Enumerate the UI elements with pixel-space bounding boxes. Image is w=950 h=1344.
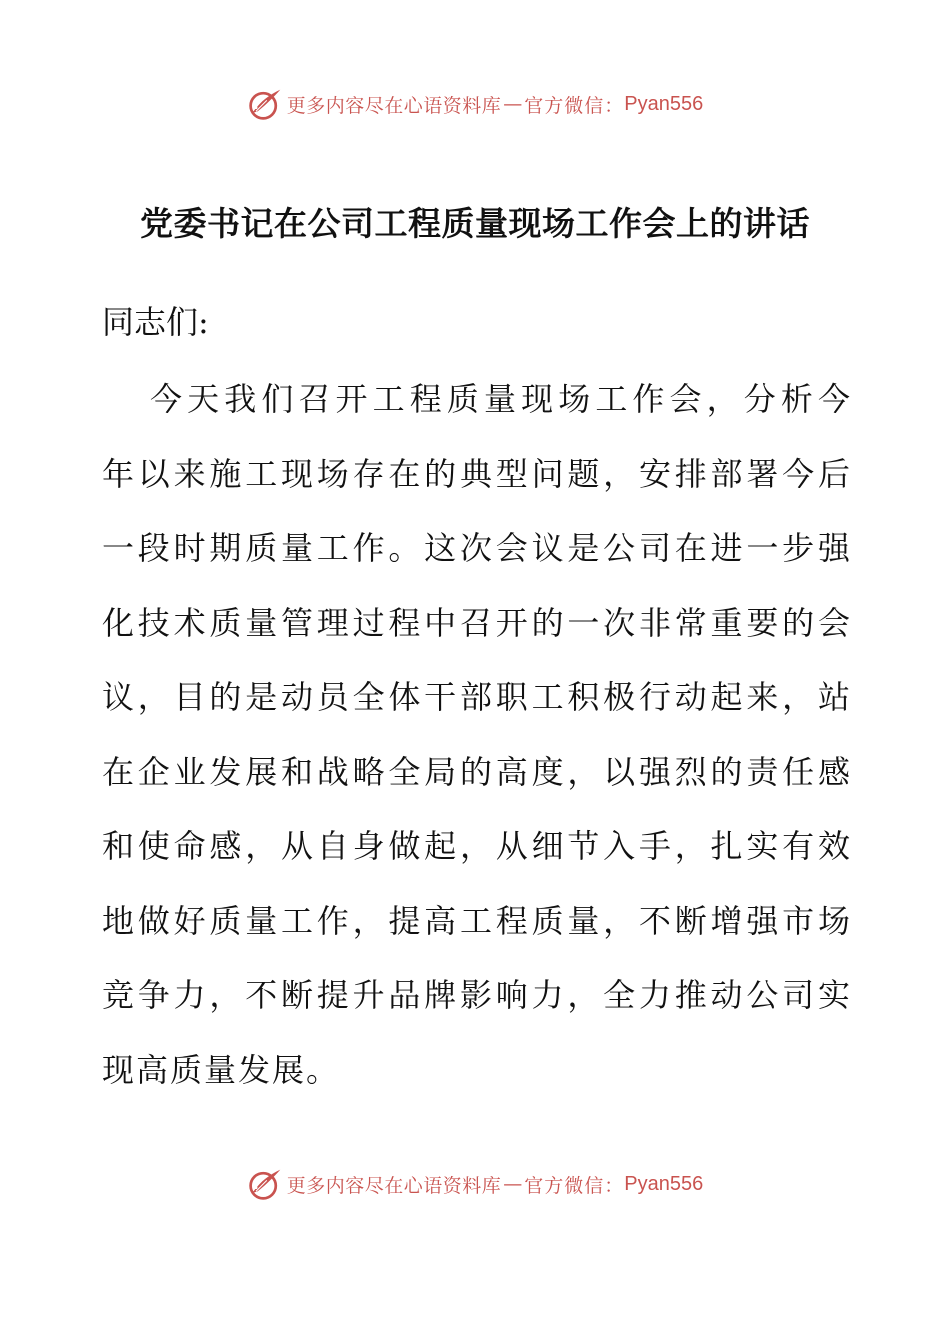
- watermark-dash: —: [503, 1173, 523, 1195]
- body-line: 年 以 来 施 工 现 场 存 在 的 典 型 问 题 ， 安 排 部 署 今 后: [102, 454, 850, 493]
- watermark-source-text: 更多内容尽在心语资料库: [286, 94, 502, 117]
- watermark-wechat-label: 官方微信：: [524, 1174, 625, 1197]
- footer-watermark: [0, 1164, 950, 1204]
- body-line: 在 企 业 发 展 和 战 略 全 局 的 高 度 ， 以 强 烈 的 责 任 感: [102, 752, 850, 791]
- speech-body: [102, 362, 862, 1107]
- watermark-wechat-id: Pyan556: [624, 92, 704, 115]
- body-line: 竞 争 力 ， 不 断 提 升 品 牌 影 响 力 ， 全 力 推 动 公 司 实: [102, 976, 850, 1014]
- header-watermark: [0, 84, 950, 124]
- watermark-dash: —: [503, 93, 523, 115]
- quill-logo-icon: [247, 86, 283, 122]
- watermark-source-text: 更多内容尽在心语资料库: [286, 1174, 502, 1197]
- body-line: 一 段 时 期 质 量 工 作 。 这 次 会 议 是 公 司 在 进 一 步 强: [102, 529, 850, 567]
- document-title: 党委书记在公司工程质量现场工作会上的讲话: [140, 204, 810, 243]
- watermark-wechat-id: Pyan556: [624, 1172, 704, 1195]
- salutation: 同志们:: [102, 303, 209, 341]
- body-line: 议 ， 目 的 是 动 员 全 体 干 部 职 工 积 极 行 动 起 来 ， 站: [102, 678, 850, 716]
- body-line: 今 天 我 们 召 开 工 程 质 量 现 场 工 作 会 ， 分 析 今: [150, 380, 850, 418]
- quill-logo-icon: [247, 1166, 283, 1202]
- body-line: 地 做 好 质 量 工 作 ， 提 高 工 程 质 量 ， 不 断 增 强 市 场: [102, 901, 850, 940]
- watermark-wechat-label: 官方微信：: [524, 94, 625, 117]
- body-line: 现高质量发展。: [102, 1050, 341, 1089]
- body-line: 和 使 命 感 ， 从 自 身 做 起 ， 从 细 节 入 手 ， 扎 实 有 效: [102, 827, 850, 865]
- body-line: 化 技 术 质 量 管 理 过 程 中 召 开 的 一 次 非 常 重 要 的 会: [102, 603, 850, 642]
